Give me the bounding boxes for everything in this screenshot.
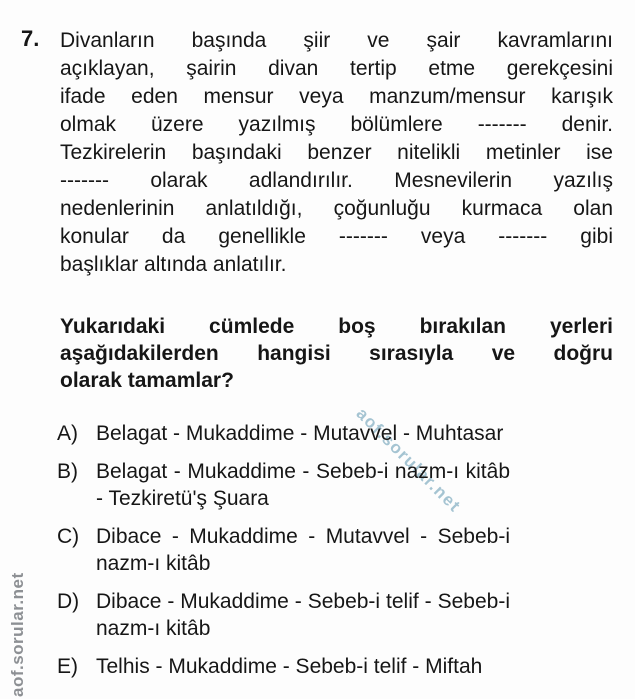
text-line: Belagat - Mukaddime - Mutavvel - Muhtasar [96, 422, 504, 445]
text-line: konular da genellikle ------- veya ------- gibi [60, 225, 613, 248]
text-line: aşağıdakilerden hangisi sırasıyla ve doğru [60, 342, 613, 365]
option-letter: D) [57, 590, 80, 613]
question-stem [60, 27, 613, 279]
text-line: Dibace - Mukaddime - Sebeb-i telif - Sebeb-i [96, 590, 510, 613]
question-prompt [60, 313, 613, 394]
option-text [96, 653, 510, 680]
text-line: Belagat - Mukaddime - Sebeb-i nazm-ı kitâb [96, 460, 510, 483]
text-line: başlıklar altında anlatılır. [60, 253, 287, 276]
text-line: Dibace - Mukaddime - Mutavvel - Sebeb-i [96, 525, 510, 548]
text-line: Yukarıdaki cümlede boş bırakılan yerleri [60, 315, 613, 338]
text-line: nedenlerinin anlatıldığı, çoğunluğu kurmaca olan [60, 197, 613, 220]
option-letter: A) [57, 422, 78, 445]
options-list [57, 420, 613, 680]
option-text [96, 458, 510, 512]
text-line: ------- olarak adlandırılır. Mesnevilerin yazılış [60, 169, 613, 192]
option-letter: C) [57, 525, 80, 548]
text-line: nazm-ı kitâb [96, 617, 211, 640]
option-row [57, 458, 613, 512]
text-line: Tezkirelerin başındaki benzer nitelikli metinler ise [60, 141, 613, 164]
option-letter: B) [57, 460, 78, 483]
option-text [96, 523, 510, 577]
text-line: Telhis - Mukaddime - Sebeb-i telif - Miftah [96, 655, 483, 678]
option-row [57, 420, 613, 447]
option-row [57, 523, 613, 577]
text-line: ifade eden mensur veya manzum/mensur karışık [60, 85, 613, 108]
text-line: nazm-ı kitâb [96, 552, 211, 575]
question-body [57, 27, 613, 691]
option-text [96, 420, 510, 447]
text-line: olarak tamamlar? [60, 369, 234, 392]
option-letter: E) [57, 655, 78, 678]
watermark-left-vertical: aof.sorular.net [8, 572, 27, 697]
text-line: açıklayan, şairin divan tertip etme gerekçesini [60, 57, 613, 80]
text-line: olmak üzere yazılmış bölümlere ------- denir. [60, 113, 613, 136]
option-text [96, 588, 510, 642]
option-row [57, 588, 613, 642]
option-row [57, 653, 613, 680]
text-line: Divanların başında şiir ve şair kavramlarını [60, 29, 613, 52]
question-number: 7. [21, 26, 40, 51]
text-line: - Tezkiretü'ş Şuara [96, 487, 269, 510]
watermark-diagonal: aof.sorular.net [352, 404, 465, 517]
